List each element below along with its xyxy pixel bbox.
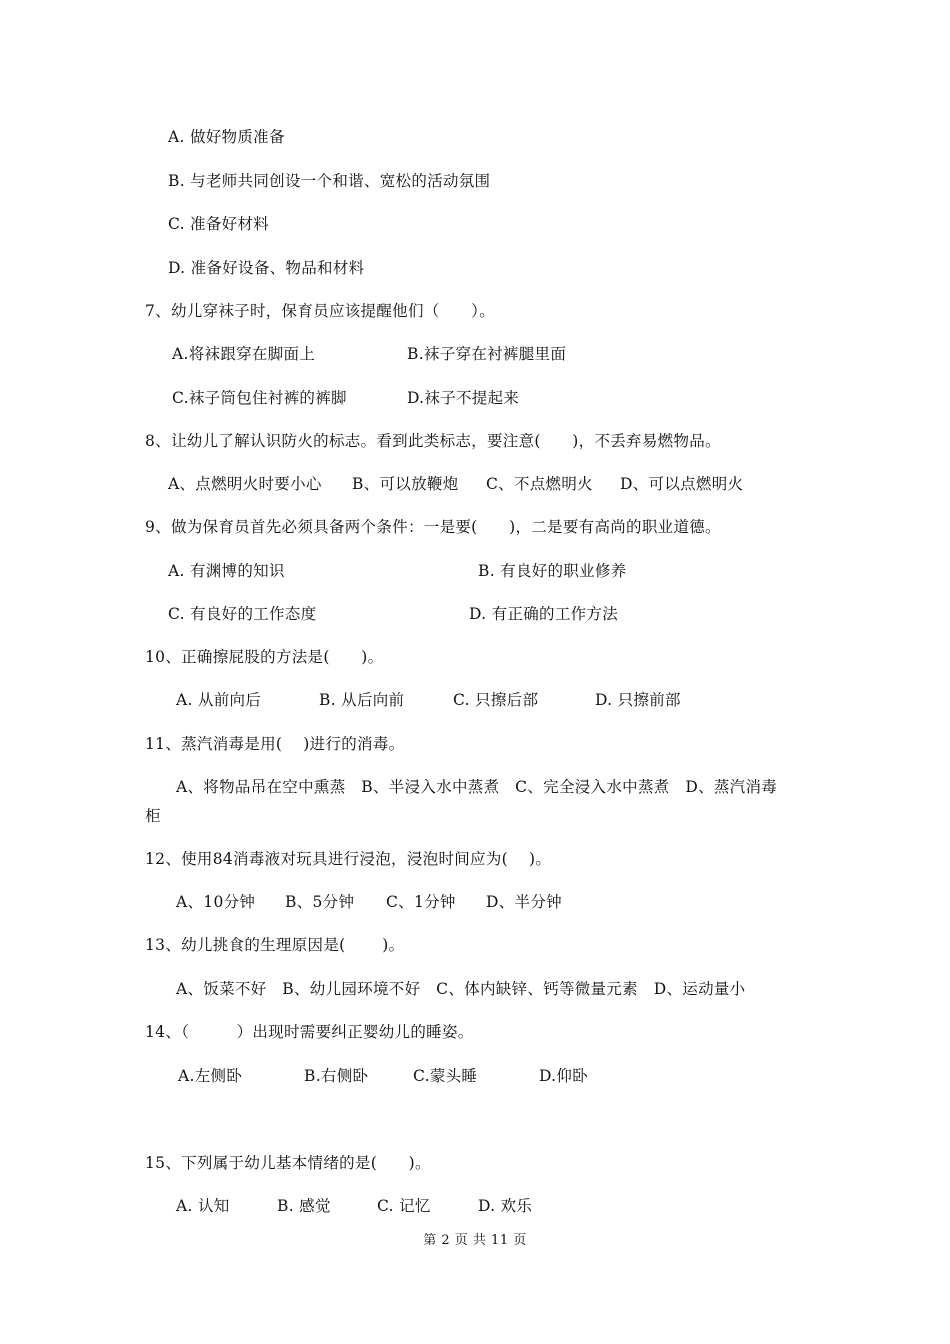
q6-option-c: C. 准备好材料 — [168, 215, 270, 233]
q7-option-d: D.袜子不提起来 — [407, 389, 520, 407]
q7-option-b: B.袜子穿在衬裤腿里面 — [407, 345, 567, 363]
q14-options — [178, 1066, 938, 1086]
q11-options: A、将物品吊在空中熏蒸 B、半浸入水中蒸煮 C、完全浸入水中蒸煮 D、蒸汽消毒 — [176, 778, 778, 796]
q14-option-a: A.左侧卧 — [178, 1067, 243, 1085]
q7-options-row2 — [172, 388, 932, 408]
q10-stem: 10、正确擦屁股的方法是( )。 — [145, 648, 384, 666]
q8-option-c: C、不点燃明火 — [486, 475, 593, 493]
q10-option-b: B. 从后向前 — [319, 691, 405, 709]
q12-option-c: C、1分钟 — [386, 893, 456, 911]
q12-option-b: B、5分钟 — [285, 893, 355, 911]
q9-options-row1 — [168, 561, 928, 581]
q6-option-a: A. 做好物质准备 — [168, 128, 285, 146]
q9-stem: 9、做为保育员首先必须具备两个条件：一是要( )，二是要有高尚的职业道德。 — [145, 518, 721, 536]
q12-options — [176, 892, 936, 912]
q7-option-c: C.袜子筒包住衬裤的裤脚 — [172, 389, 347, 407]
q8-option-a: A、点燃明火时要小心 — [168, 475, 322, 493]
q14-option-c: C.蒙头睡 — [413, 1067, 478, 1085]
q13-stem: 13、幼儿挑食的生理原因是( )。 — [145, 936, 405, 954]
q10-options — [176, 690, 936, 710]
page-number-footer: 第 2 页 共 11 页 — [423, 1233, 527, 1248]
q13-options: A、饭菜不好 B、幼儿园环境不好 C、体内缺锌、钙等微量元素 D、运动量小 — [176, 980, 746, 998]
q9-option-c: C. 有良好的工作态度 — [168, 605, 317, 623]
q10-option-c: C. 只擦后部 — [453, 691, 539, 709]
q7-options-row1 — [172, 344, 932, 364]
q14-option-d: D.仰卧 — [539, 1067, 589, 1085]
q6-option-b: B. 与老师共同创设一个和谐、宽松的活动氛围 — [168, 172, 491, 190]
q12-stem: 12、使用84消毒液对玩具进行浸泡，浸泡时间应为( )。 — [145, 850, 552, 868]
q8-option-b: B、可以放鞭炮 — [352, 475, 459, 493]
q9-option-d: D. 有正确的工作方法 — [469, 605, 619, 623]
q15-option-c: C. 记忆 — [377, 1197, 431, 1215]
q10-option-a: A. 从前向后 — [176, 691, 262, 709]
q15-stem: 15、下列属于幼儿基本情绪的是( )。 — [145, 1154, 431, 1172]
q15-option-d: D. 欢乐 — [478, 1197, 533, 1215]
q7-stem: 7、幼儿穿袜子时，保育员应该提醒他们（ ）。 — [145, 302, 496, 320]
q10-option-d: D. 只擦前部 — [595, 691, 681, 709]
q11-stem: 11、蒸汽消毒是用( )进行的消毒。 — [145, 735, 405, 753]
q9-option-a: A. 有渊博的知识 — [168, 562, 285, 580]
q7-option-a: A.将袜跟穿在脚面上 — [172, 345, 316, 363]
q15-option-b: B. 感觉 — [277, 1197, 331, 1215]
q9-option-b: B. 有良好的职业修养 — [478, 562, 627, 580]
q9-options-row2 — [168, 604, 928, 624]
q12-option-a: A、10分钟 — [176, 893, 256, 911]
q11-options-wrap: 柜 — [145, 807, 161, 825]
q14-option-b: B.右侧卧 — [304, 1067, 369, 1085]
q8-options — [168, 474, 928, 494]
q6-option-d: D. 准备好设备、物品和材料 — [168, 259, 365, 277]
q8-stem: 8、让幼儿了解认识防火的标志。看到此类标志，要注意( )，不丢弃易燃物品。 — [145, 432, 721, 450]
q8-option-d: D、可以点燃明火 — [620, 475, 744, 493]
q14-stem: 14、（ ）出现时需要纠正婴幼儿的睡姿。 — [145, 1023, 474, 1041]
q12-option-d: D、半分钟 — [486, 893, 562, 911]
q15-options — [176, 1196, 936, 1216]
q15-option-a: A. 认知 — [176, 1197, 230, 1215]
